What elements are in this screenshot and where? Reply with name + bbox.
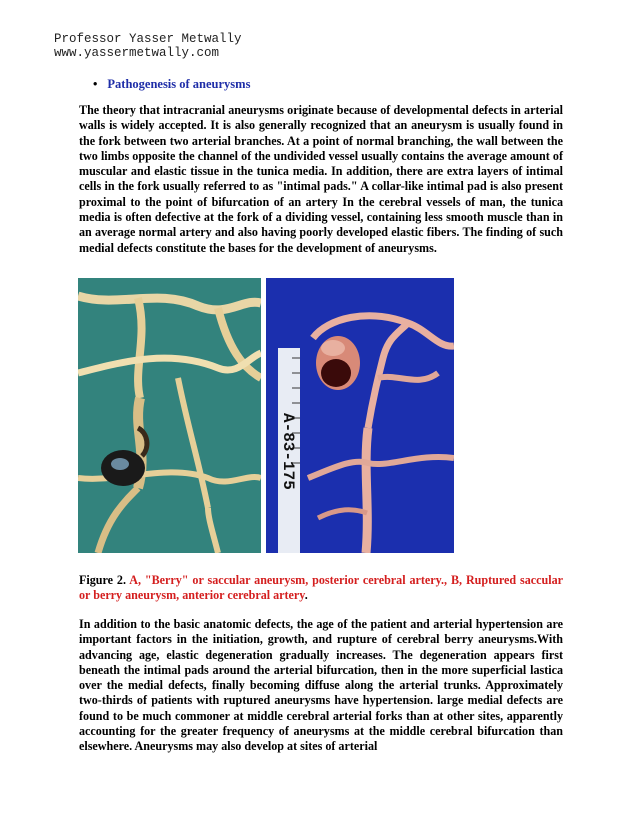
panel-a-photo xyxy=(78,278,261,553)
figure-caption-end: . xyxy=(304,588,308,603)
website-url: www.yassermetwally.com xyxy=(54,46,220,60)
bullet-icon: • xyxy=(93,77,98,91)
paragraph-risk-factors: In addition to the basic anatomic defects, the age of the patient and arterial hypertension are important factors in the initiation, growth, and rupture of cerebral berry aneurysms.With advancing age, elastic degeneration gradually increases. The degeneration appears first beneath the intimal pads around the arterial bifurcation, then in the more superficial lastica over the medial defects, finally becoming diffuse along the arterial trunks. Approximately two-thirds of patients with ruptured aneurysms have hypertension. large medial defects are found to be much commoner at middle cerebral arterial forks than at other sites, apparently accounting for the greater frequency of aneurysms at the middle cerebral bifurcation than elsewhere. Aneurysms may also develop at sites of arterial xyxy=(79,617,563,754)
author-name: Professor Yasser Metwally xyxy=(54,32,242,46)
page-header xyxy=(54,32,242,60)
figure-aneurysm-photos xyxy=(78,278,454,553)
figure-image xyxy=(78,278,454,553)
section-heading-text: Pathogenesis of aneurysms xyxy=(107,77,251,91)
paragraph-pathogenesis: The theory that intracranial aneurysms originate because of developmental defects in arterial walls is widely accepted. It is also generally recognized that an aneurysm is usually found in the fork between two arterial branches. At a point of normal branching, the wall between the two limbs opposite the channel of the undivided vessel usually contains the average amount of muscular and elastic tissue in the tunica media. In addition, there are extra layers of intimal cells in the fork usually referred to as "intimal pads." A collar-like intimal pad is also present proximal to the point of bifurcation of an artery In the cerebral vessels of man, the tunica media is often defective at the fork of a dividing vessel, containing less smooth muscle than in an average normal artery and also having poorly developed elastic fibers. The finding of such medial defects constitute the bases for the development of aneurysms. xyxy=(79,103,563,255)
figure-label: Figure 2. xyxy=(79,573,126,587)
figure-caption-text: A, "Berry" or saccular aneurysm, posterior cerebral artery., B, Ruptured saccular or berry aneurysm, anterior cerebral artery xyxy=(79,573,563,603)
panel-b-photo xyxy=(266,278,454,553)
section-heading xyxy=(93,77,250,92)
ruler-label: A-83-175 xyxy=(279,413,297,490)
figure-caption xyxy=(79,573,563,604)
